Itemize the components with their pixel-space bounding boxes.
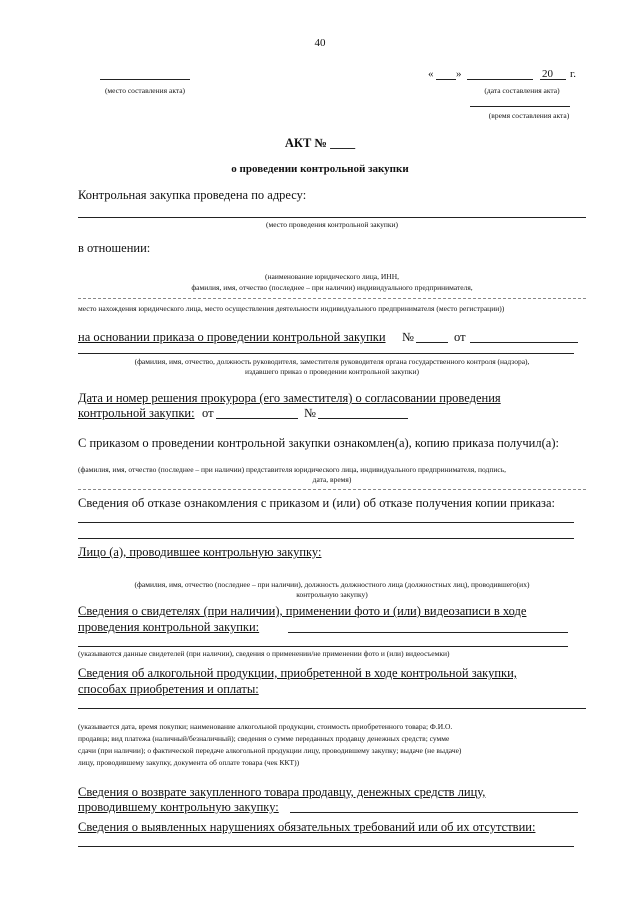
prosecutor-line-1: Дата и номер решения прокурора (его заместителя) о согласовании проведения [78,391,501,405]
alcohol-caption-3: сдачи (при наличии); о фактической передаче алкогольной продукции лицу, проводившему закупку; выдаче (не выдаче) [78,746,462,755]
prosecutor-date-line [216,418,298,419]
order-from: от [454,330,466,344]
place-line [100,79,190,80]
violations-label: Сведения о выявленных нарушениях обязательных требований или об их отсутствии: [78,820,536,834]
alcohol-line-2: способах приобретения и оплаты: [78,682,259,696]
page-number: 40 [314,37,326,49]
acquainted-caption-1: (фамилия, имя, отчество (последнее – при наличии) представителя юридического лица, индивидуального предпринимателя, подпись, [78,465,507,474]
address-label: Контрольная закупка проведена по адресу: [78,188,307,202]
year-prefix: 20 [542,68,553,80]
relation-label: в отношении: [78,241,151,255]
alcohol-caption-2: продавца; вид платежа (наличный/безналичный); сведения о сумме переданных продавцу денежных средств; сумме [78,734,450,743]
return-inline-line [290,812,578,813]
place-caption: (место составления акта) [104,86,186,95]
refusal-line-1 [78,522,574,523]
time-caption: (время составления акта) [488,111,570,120]
date-open-quote: « [428,68,434,80]
alcohol-caption-1: (указывается дата, время покупки; наименование алкогольной продукции, стоимость приобретенного товара; Ф.И.О. [78,722,453,731]
witness-line-1: Сведения о свидетелях (при наличии), применении фото и (или) видеозаписи в ходе [78,604,527,618]
order-caption-1: (фамилия, имя, отчество, должность руководителя, заместителя руководителя органа государственного контроля (надзора), [134,357,530,366]
prosecutor-line-2: контрольной закупки: [78,406,195,420]
order-date-line [470,342,578,343]
act-subtitle: о проведении контрольной закупки [231,163,409,175]
order-number-line [416,342,448,343]
refusal-label: Сведения об отказе ознакомления с приказом и (или) об отказе получения копии приказа: [78,496,555,510]
order-label: на основании приказа о проведении контрольной закупки [78,330,386,344]
time-line [470,106,570,107]
order-official-line [78,353,574,354]
person-caption-2: контрольную закупку) [296,590,368,599]
witness-line-2: проведения контрольной закупки: [78,620,260,634]
person-caption-1: (фамилия, имя, отчество (последнее – при наличии), должность должностного лица (должностных лиц), проводившего(их) [134,580,530,589]
acquainted-line [78,489,586,490]
date-day-line [436,79,456,80]
entity-caption-3: место нахождения юридического лица, место осуществления деятельности индивидуального предпринимателя (место регистрации)) [78,304,505,313]
alcohol-line-1: Сведения об алкогольной продукции, приобретенной в ходе контрольной закупки, [78,666,517,680]
acquainted-label: С приказом о проведении контрольной закупки ознакомлен(а), копию приказа получил(а): [78,436,559,450]
date-close-quote: » [456,68,462,80]
entity-caption-1: (наименование юридического лица, ИНН, [264,272,399,281]
act-title: АКТ № ____ [284,136,356,150]
refusal-line-2 [78,538,574,539]
prosecutor-number-line [318,418,408,419]
order-caption-2: издавшего приказ о проведении контрольной закупки) [245,367,419,376]
order-number-sign: № [402,330,414,344]
acquainted-caption-2: дата, время) [312,475,352,484]
address-caption: (место проведения контрольной закупки) [266,220,398,229]
date-year-line [540,79,566,80]
alcohol-line-3 [78,708,586,709]
date-caption: (дата составления акта) [484,86,560,95]
prosecutor-from: от [202,406,214,420]
return-line-2: проводившему контрольную закупку: [78,800,279,814]
entity-caption-2: фамилия, имя, отчество (последнее – при наличии) индивидуального предпринимателя, [191,283,473,292]
entity-line [78,298,586,299]
return-line-1: Сведения о возврате закупленного товара продавцу, денежных средств лицу, [78,785,486,799]
prosecutor-number-sign: № [304,406,316,420]
witness-inline-line [288,632,568,633]
date-month-line [467,79,533,80]
violations-line [78,846,574,847]
year-suffix: г. [570,68,577,80]
witness-caption: (указываются данные свидетелей (при наличии), сведения о применении/не применении фото и (или) видеосъемки) [78,649,450,658]
witness-line-3 [78,646,568,647]
address-line [78,217,586,218]
person-label: Лицо (а), проводившее контрольную закупку: [78,545,322,559]
alcohol-caption-4: лицу, проводившему закупку, документа об оплате товара (чек ККТ)) [78,758,300,767]
